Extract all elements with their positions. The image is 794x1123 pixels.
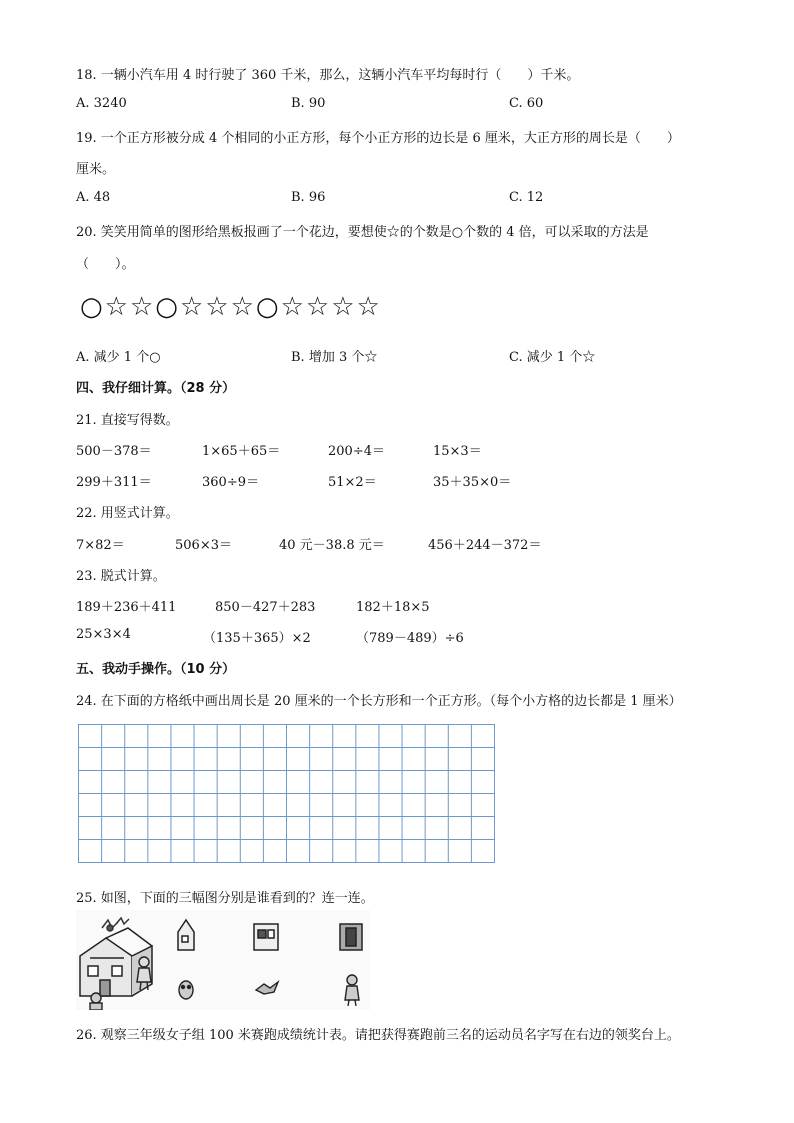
q21-item: 360÷9＝ <box>202 475 259 490</box>
q23-item: 189＋236＋411 <box>76 600 177 615</box>
owl-icon <box>179 981 193 999</box>
graph-paper-grid[interactable] <box>78 724 495 863</box>
house-back-view-icon <box>340 924 362 950</box>
q22-item: 506×3＝ <box>175 538 232 553</box>
boy-icon <box>90 993 102 1010</box>
question-25: 25. 如图，下面的三幅图分别是谁看到的？连一连。 <box>76 891 374 906</box>
q21-item: 500－378＝ <box>76 444 152 459</box>
q21-item: 51×2＝ <box>328 475 377 490</box>
q19-option-c: C. 12 <box>509 190 544 205</box>
q21-item: 299＋311＝ <box>76 475 152 490</box>
q21-item: 35＋35×0＝ <box>433 475 512 490</box>
border-pattern-shapes: ○☆☆○☆☆☆○☆☆☆☆ <box>80 292 382 322</box>
question-19-line1: 19. 一个正方形被分成 4 个相同的小正方形，每个小正方形的边长是 6 厘米，大正方形的周长是（ ） <box>76 131 680 146</box>
q23-item: 850－427＋283 <box>215 600 316 615</box>
question-26: 26. 观察三年级女子组 100 米赛跑成绩统计表。请把获得赛跑前三名的运动员名字写在右边的领奖台上。 <box>76 1028 680 1043</box>
q20-option-a: A. 减少 1 个○ <box>76 350 161 365</box>
q22-item: 40 元－38.8 元＝ <box>279 538 385 553</box>
q23-item: 182＋18×5 <box>356 600 430 615</box>
view-matching-illustration <box>76 910 370 1010</box>
q23-item: （135＋365）×2 <box>203 631 311 646</box>
q23-item: 25×3×4 <box>76 627 131 642</box>
q21-item: 15×3＝ <box>433 444 482 459</box>
q20-option-b: B. 增加 3 个☆ <box>291 350 378 365</box>
house-side-view-icon <box>254 924 278 950</box>
question-18: 18. 一辆小汽车用 4 时行驶了 360 千米，那么，这辆小汽车平均每时行（ ）千米。 <box>76 68 580 83</box>
question-19-line2: 厘米。 <box>76 162 116 177</box>
q23-item: （789－489）÷6 <box>356 631 464 646</box>
q21-item: 1×65＋65＝ <box>202 444 281 459</box>
question-22-title: 22. 用竖式计算。 <box>76 506 179 521</box>
section-5-heading: 五、我动手操作。（10 分） <box>76 662 236 677</box>
q20-option-c: C. 减少 1 个☆ <box>509 350 596 365</box>
question-24: 24. 在下面的方格纸中画出周长是 20 厘米的一个长方形和一个正方形。（每个小方格的边长都是 1 厘米） <box>76 694 682 709</box>
question-23-title: 23. 脱式计算。 <box>76 569 166 584</box>
question-21-title: 21. 直接写得数。 <box>76 413 179 428</box>
q19-option-a: A. 48 <box>76 190 111 205</box>
q19-option-b: B. 96 <box>291 190 326 205</box>
q22-item: 7×82＝ <box>76 538 125 553</box>
q21-item: 200÷4＝ <box>328 444 385 459</box>
q18-option-b: B. 90 <box>291 96 326 111</box>
question-20-line1: 20. 笑笑用简单的图形给黑板报画了一个花边，要想使☆的个数是○个数的 4 倍，可以采取的方法是 <box>76 225 649 240</box>
question-20-line2: （ ）。 <box>76 257 135 272</box>
q22-item: 456＋244－372＝ <box>428 538 542 553</box>
q18-option-c: C. 60 <box>509 96 544 111</box>
q18-option-a: A. 3240 <box>76 96 127 111</box>
section-4-heading: 四、我仔细计算。（28 分） <box>76 381 236 396</box>
